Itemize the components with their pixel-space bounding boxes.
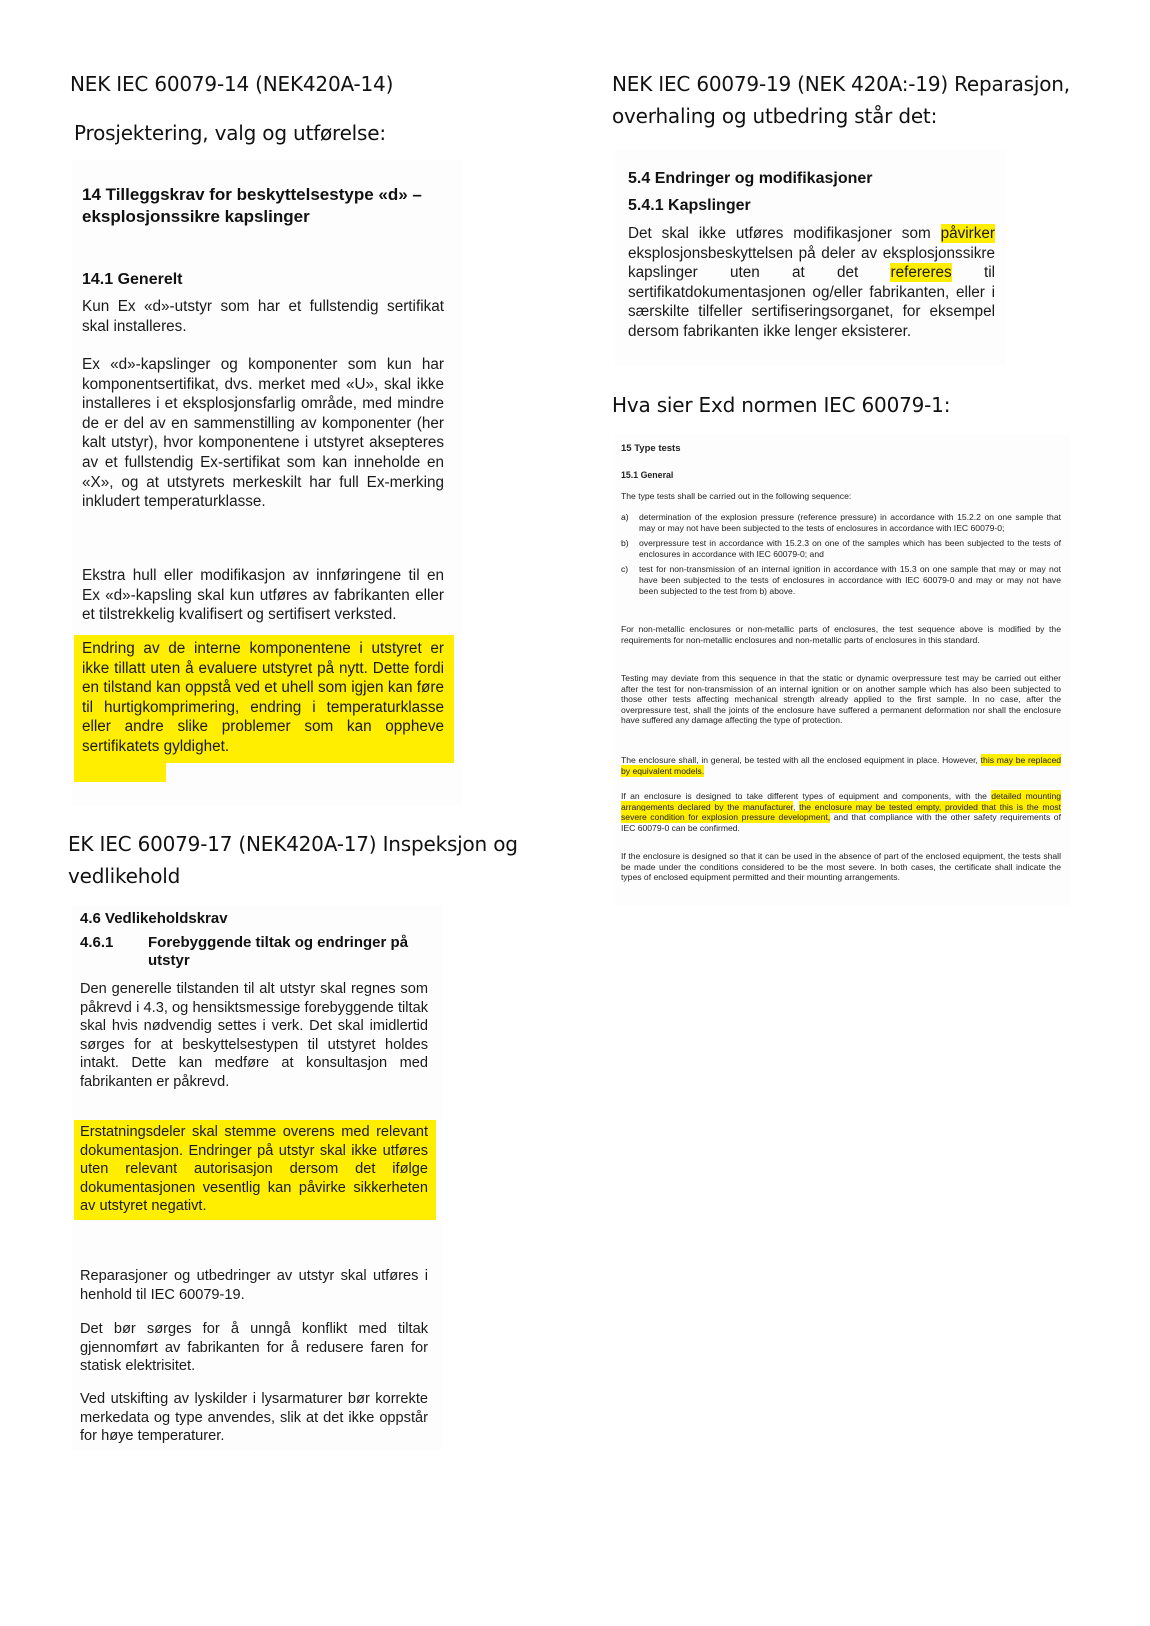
section-title: 4.6 Vedlikeholdskrav — [80, 910, 228, 927]
heading-nek17: EK IEC 60079-17 (NEK420A-17) Inspeksjon og vedlikehold — [68, 832, 518, 888]
section-title: 15 Type tests — [621, 443, 681, 454]
text-run: til sertifikatdokumentasjonen og/eller fabrikanten, eller i særskilte tilfeller sertifiseringsorganet, for eksempel dersom fabrikanten ikke lenger eksisterer. — [628, 264, 995, 340]
paragraph: For non-metallic enclosures or non-metallic parts of enclosures, the test sequence above is modified by the requirements for non-metallic enclosures and non-metallic parts of enclosures in this standard. — [621, 624, 1061, 645]
subsection-number: 4.6.1 — [80, 934, 114, 951]
highlighted-paragraph: Endring av de interne komponentene i utstyret er ikke tillatt uten å evaluere utstyret på nytt. Dette fordi en tilstand kan oppstå ved et uhell som igjen kan føre til hurtigkomprimering, endring i temperaturklasse eller andre slike problemer som kan oppheve sertifikatets gyldighet. — [82, 640, 444, 755]
list-marker: b) — [621, 538, 629, 549]
paragraph: Ex «d»-kapslinger og komponenter som kun har komponentsertifikat, dvs. merket med «U», skal ikke installeres i et eksplosjonsfarlig område, med mindre de er del av en sammenstilling av komponenter (her kalt utstyr), hvor komponentene i utstyret aksepteres av et fullstendig Ex-sertifikat som kan inneholde en «X», og at utstyrets merkeskilt har full Ex-merking inkludert temperaturklasse. — [82, 356, 444, 511]
list-item — [621, 538, 1061, 559]
paragraph: Den generelle tilstanden til alt utstyr skal regnes som påkrevd i 4.3, og hensiktsmessige forebyggende tiltak skal hvis nødvendig settes i verk. Det skal imidlertid sørges for at beskyttelsestypen til utstyret holdes intakt. Dette kan medføre at konsultasjon med fabrikanten er påkrevd. — [80, 981, 428, 1090]
list-item — [621, 512, 1061, 533]
document-nek19-excerpt — [615, 150, 1005, 365]
highlighted-word: påvirker — [940, 225, 995, 242]
text-run: If an enclosure is designed to take different types of equipment and components, with the — [621, 791, 992, 801]
subsection-title: 15.1 General — [621, 470, 674, 480]
list-text: determination of the explosion pressure (reference pressure) in accordance with 15.2.2 on one sample that may or may not have been subjected to the tests of enclosures in accordance with IEC 60079-0; — [639, 512, 1061, 533]
list-item — [621, 564, 1061, 596]
list-marker: a) — [621, 512, 629, 522]
list-text: overpressure test in accordance with 15.2.3 on one of the samples which has been subjected to the tests of enclosures in accordance with IEC 60079-0; and — [639, 538, 1061, 559]
document-iec60079-1-excerpt — [615, 435, 1070, 905]
list-marker: c) — [621, 564, 629, 575]
subsection-title: Forebyggende tiltak og endringer på utstyr — [148, 934, 409, 969]
paragraph — [621, 791, 1061, 833]
heading-nek14-subtitle: Prosjektering, valg og utførelse: — [74, 121, 386, 145]
document-nek14-excerpt — [72, 160, 462, 805]
paragraph: If the enclosure is designed so that it can be used in the absence of part of the enclosed equipment, the tests shall be made under the conditions considered to be the most severe. In both cases, the certificate shall indicate the types of enclosed equipment permitted and their mounting arrangements. — [621, 851, 1061, 883]
highlight-mark — [74, 756, 166, 782]
highlighted-text: this may be replaced by equivalent models. — [621, 755, 1062, 776]
text-run: eksplosjonsbeskyttelsen på deler av eksplosjonssikre kapslinger uten at det — [628, 244, 995, 282]
paragraph: Ved utskifting av lyskilder i lysarmaturer bør korrekte merkedata og type anvendes, slik at det ikke oppstår for høye temperaturer. — [80, 1391, 428, 1445]
highlighted-text: the enclosure may be tested empty, provided that this is the most severe condition for explosion pressure development, — [621, 801, 1062, 823]
paragraph: Kun Ex «d»-utstyr som har et fullstendig sertifikat skal installeres. — [82, 298, 444, 335]
paragraph: Ekstra hull eller modifikasjon av innføringene til en Ex «d»-kapsling skal kun utføres av fabrikanten eller et tilstrekkelig kvalifisert og sertifisert verksted. — [82, 567, 444, 624]
document-nek17-excerpt — [72, 905, 442, 1450]
text-run: and that compliance with the other safety requirements of IEC 60079-0 can be confirmed. — [621, 812, 1061, 833]
heading-iec60079-1: Hva sier Exd normen IEC 60079-1: — [612, 393, 951, 417]
paragraph: Testing may deviate from this sequence in that the static or dynamic overpressure test may be carried out either after the test for non-transmission of an internal ignition or on another sample which has also been subjected to those other tests affecting mechanical strength already applied to the first sample. In no case, after the overpressure test, shall the joints of the enclosure have suffered a permanent deformation nor shall the enclosure have suffered any damage affecting the type of protection. — [621, 673, 1061, 726]
text-run: Det skal ikke utføres modifikasjoner som — [628, 225, 941, 242]
paragraph: Reparasjoner og utbedringer av utstyr skal utføres i henhold til IEC 60079-19. — [80, 1268, 428, 1303]
list-text: test for non-transmission of an internal ignition in accordance with 15.3 on one sample that may or may not have been subjected to the tests of enclosures in accordance with IEC 60079-0 and may or may not have been subjected to the test from b) above. — [639, 564, 1061, 596]
paragraph: Det bør sørges for å unngå konflikt med tiltak gjennomført av fabrikanten for å redusere faren for statisk elektrisitet. — [80, 1321, 428, 1375]
paragraph: The type tests shall be carried out in the following sequence: — [621, 491, 852, 501]
section-title: 5.4 Endringer og modifikasjoner — [628, 170, 873, 187]
highlighted-paragraph: Erstatningsdeler skal stemme overens med relevant dokumentasjon. Endringer på utstyr skal ikke utføres uten relevant autorisasjon dersom det ifølge dokumentasjonen vesentlig kan påvirke sikkerheten av utstyret negativt. — [80, 1124, 428, 1215]
highlighted-word: refereres — [890, 264, 952, 282]
heading-nek14: NEK IEC 60079-14 (NEK420A-14) — [70, 72, 394, 96]
heading-nek19: NEK IEC 60079-19 (NEK 420A:-19) Reparasjon, overhaling og utbedring står det: — [612, 72, 1070, 128]
paragraph — [621, 755, 1061, 776]
text-run: The enclosure shall, in general, be tested with all the enclosed equipment in place. However, — [621, 755, 981, 765]
paragraph — [628, 224, 995, 342]
highlighted-text: detailed mounting arrangements declared by the manufacturer — [621, 791, 1061, 812]
text-run: , — [793, 801, 800, 812]
subsection-title: 5.4.1 Kapslinger — [628, 197, 751, 214]
section-title: 14 Tilleggskrav for beskyttelsestype «d» – eksplosjonssikre kapslinger — [82, 185, 422, 226]
subsection-title: 14.1 Generelt — [82, 271, 183, 288]
